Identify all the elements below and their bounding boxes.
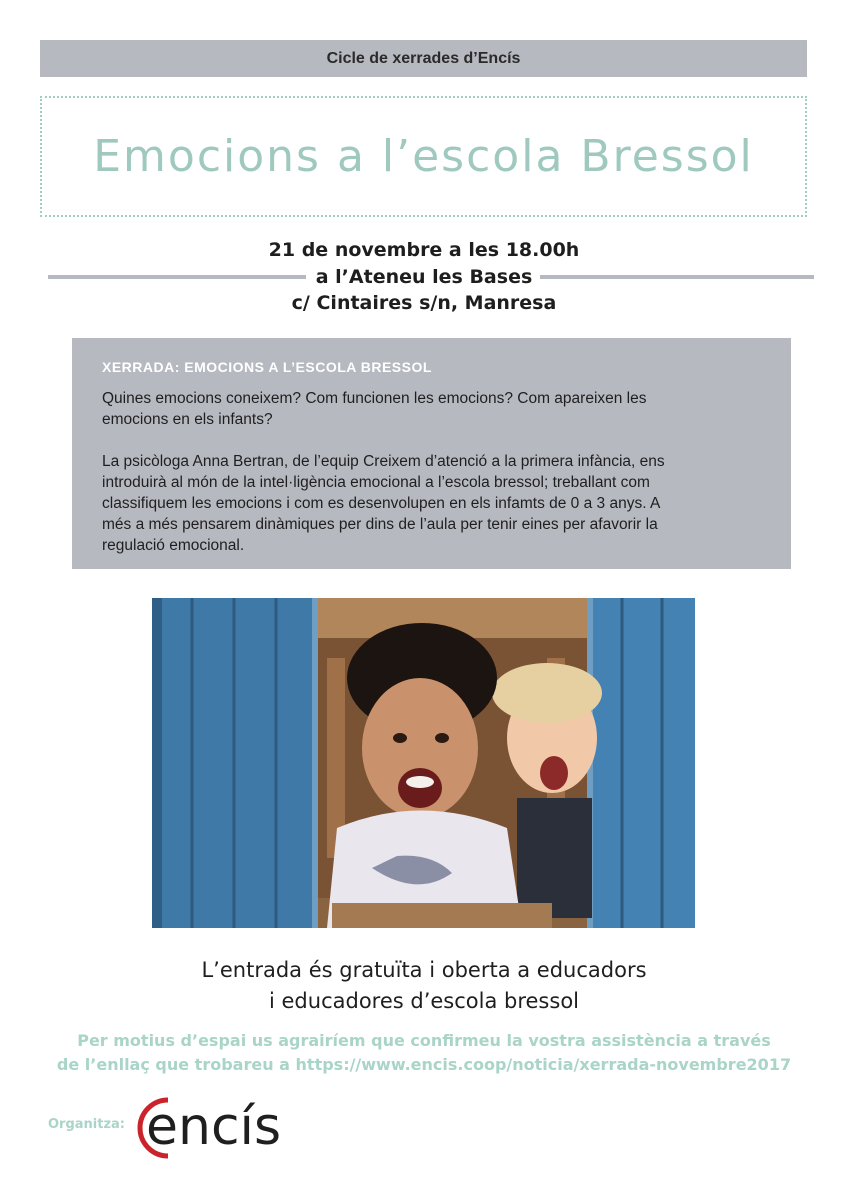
talk-text-line: introduirà al món de la intel·ligència emocional a l’escola bressol; treballant com [102,474,650,491]
event-venue: a l’Ateneu les Bases [315,266,533,288]
encis-logo [136,1092,336,1164]
talk-heading: XERRADA: EMOCIONS A L’ESCOLA BRESSOL [102,359,432,375]
talk-text-line: La psicòloga Anna Bertran, de l’equip Creixem d’atenció a la primera infància, ens [102,453,665,470]
event-date-time: 21 de novembre a les 18.00h [268,239,580,261]
event-address: c/ Cintaires s/n, Manresa [291,292,557,314]
talk-text-line: classifiquem les emocions i com es desenvolupen en els infamts de 0 a 3 anys. A [102,495,661,512]
entry-info-line-1: L’entrada és gratuïta i oberta a educadors [201,958,647,982]
page-title: Emocions a l’escola Bressol [93,131,754,182]
talk-box [72,338,791,569]
organizer-label: Organitza: [48,1117,126,1132]
series-banner [40,40,807,77]
talk-text-line: Quines emocions coneixem? Com funcionen les emocions? Com apareixen les [102,390,647,407]
talk-text-line: emocions en els infants? [102,411,273,428]
talk-paragraph-description [102,451,764,556]
logo-wordmark: encís [146,1097,282,1157]
talk-text-line: regulació emocional. [102,537,245,554]
title-box [40,96,807,217]
series-title: Cicle de xerrades d’Encís [326,49,521,67]
talk-text-line: més a més pensarem dinàmiques per dins de l’aula per tenir eines per afavorir la [102,516,658,533]
talk-paragraph-questions [102,388,764,430]
entry-info-line-2: i educadores d’escola bressol [269,989,579,1013]
rsvp-note-line-1: Per motius d’espai us agrairíem que confirmeu la vostra assistència a través [77,1031,771,1050]
children-photo [152,598,695,928]
rsvp-note-line-2: de l’enllaç que trobareu a https://www.encis.coop/noticia/xerrada-novembre2017 [56,1055,792,1074]
